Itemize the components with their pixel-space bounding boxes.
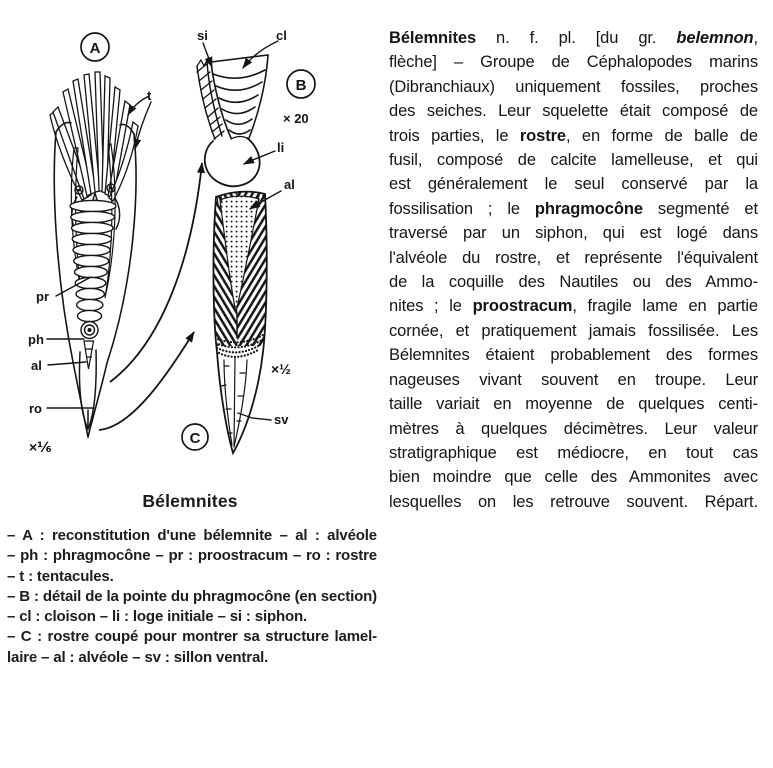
- label-scale-c: ×½: [271, 361, 291, 377]
- caption-line: – cl : cloison – li : loge initiale – si : siphon.: [7, 608, 308, 626]
- label-pr: pr: [36, 289, 49, 304]
- article-line: l'alvéole du rostre, et représente l'équivalent: [389, 248, 758, 267]
- figure-b-phragmocone-tip: [197, 28, 315, 186]
- article-line: Bélemnites n. f. pl. [du gr. belemnon,: [389, 29, 758, 47]
- article-line: bien moindre que celle des Ammonites avec: [389, 468, 758, 487]
- figure-link-arrows: [99, 163, 202, 430]
- figure-c-letter: C: [189, 430, 201, 447]
- article-line: est généralement le seul conservé par la: [389, 175, 758, 194]
- article-line: trois parties, le rostre, en forme de balle de: [389, 126, 759, 145]
- article-line: taille variait en moyenne de quelques centi-: [389, 395, 758, 414]
- caption-line: – C : rostre coupé pour montrer sa structure lamel-: [7, 628, 377, 646]
- tentacles: [50, 72, 138, 201]
- phragmocone-ribs: [70, 200, 116, 321]
- label-scale-b: × 20: [283, 111, 309, 126]
- label-scale-a: ×⅙: [29, 439, 52, 455]
- caption-line: – ph : phragmocône – pr : proostracum – ro : rostre: [7, 547, 377, 565]
- article-line: Bélemnites étaient probablement des formes: [389, 346, 758, 365]
- caption-line: – A : reconstitution d'une bélemnite – al : alvéole: [7, 527, 377, 544]
- article-line: flèche] – Groupe de Céphalopodes marins: [389, 53, 758, 72]
- label-sv: sv: [274, 412, 289, 427]
- article-line: traversé par un siphon, qui est logé dans: [389, 224, 758, 243]
- label-al-c: al: [284, 177, 295, 192]
- article-line: (Dibranchiaux) uniquement fossiles, proches: [389, 77, 758, 96]
- label-ro: ro: [29, 401, 42, 416]
- belemnite-figure: [0, 0, 375, 485]
- article-text: [389, 26, 758, 514]
- article-line: fusil, composé de calcite lamelleuse, et qui: [389, 151, 758, 170]
- article-line: des seiches. Leur squelette était composé de: [389, 102, 758, 121]
- figure-c-cut-rostrum: [182, 177, 295, 453]
- caption-line: – t : tentacules.: [7, 567, 114, 585]
- article-line: stratigraphique est médiocre, en tout cas: [389, 443, 758, 462]
- label-si: si: [197, 28, 208, 43]
- figure-caption: [7, 526, 377, 668]
- article-line: cornée, et pratiquement jamais fossilisée. Les: [389, 321, 758, 340]
- alveole-tip: [84, 341, 94, 369]
- siphon-band: [197, 60, 224, 139]
- article-line: nageuses vivant souvent en troupe. Leur: [389, 370, 758, 389]
- article-line: fossilisation ; le phragmocône segmenté et: [389, 199, 758, 218]
- article-line: lesquelles on les retrouve souvent. Répart.: [389, 492, 758, 511]
- figure-b-letter: B: [295, 77, 307, 94]
- figure-a-reconstruction: [28, 33, 152, 455]
- figure-a-letter: A: [89, 40, 101, 57]
- article-line: nites ; le proostracum, fragile lame en partie: [389, 297, 759, 316]
- figure-caption-title: Bélemnites: [142, 491, 238, 511]
- initial-coil: [81, 322, 98, 339]
- label-cl: cl: [276, 28, 287, 43]
- caption-line: – B : détail de la pointe du phragmocône (en section): [7, 587, 377, 605]
- caption-line: laire – al : alvéole – sv : sillon ventral.: [7, 648, 269, 666]
- label-ph: ph: [28, 332, 44, 347]
- label-t: t: [147, 88, 152, 103]
- article-line: de la coquille des Nautiles ou des Ammo-: [389, 273, 758, 292]
- article-line: mètres à quelques décimètres. Leur valeur: [389, 419, 758, 438]
- label-li: li: [277, 140, 285, 155]
- label-al: al: [31, 358, 42, 373]
